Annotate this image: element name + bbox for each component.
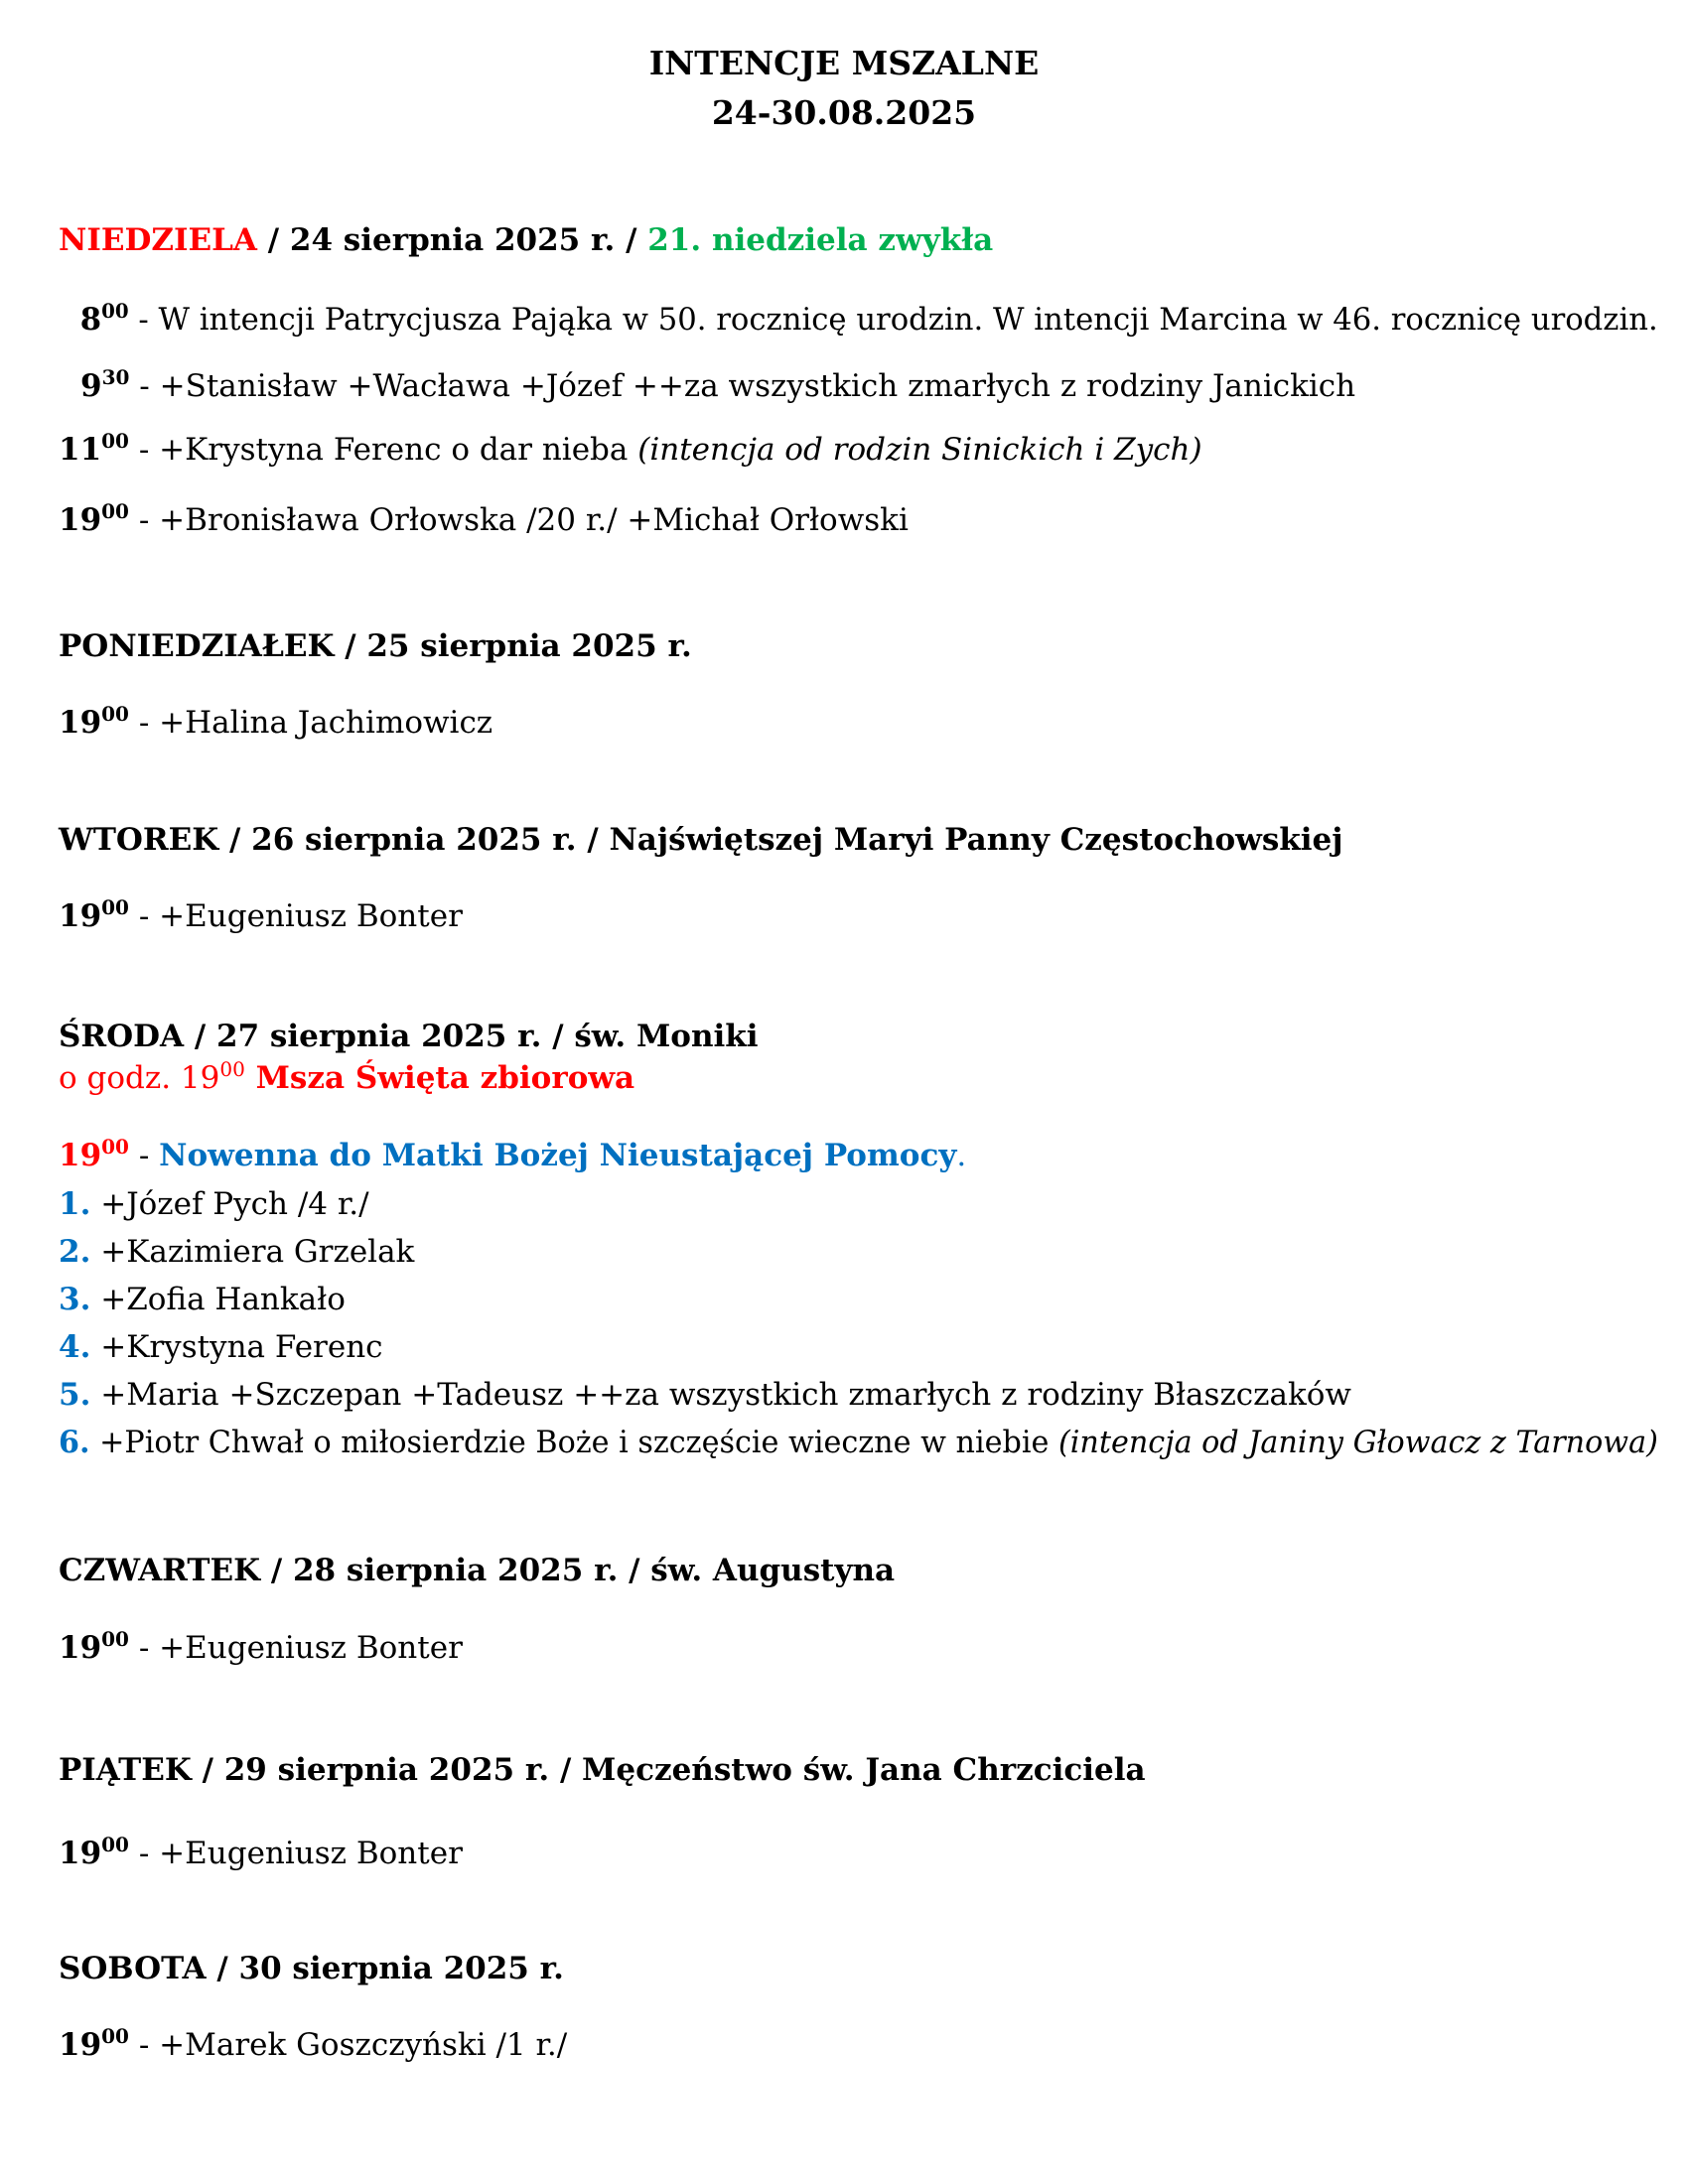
day-heading-friday: PIĄTEK / 29 sierpnia 2025 r. / Męczeństwo św. Jana Chrzciciela [59,1752,1146,1788]
mass-entry: $19^{00}$ - +Eugeniusz Bonter [59,895,463,934]
mass-entry: $19^{00}$ - +Halina Jachimowicz [59,702,493,741]
date-range: 24-30.08.2025 [711,93,977,132]
day-date: / 24 sierpnia 2025 r. / [256,222,648,258]
mass-entry: $19^{00}$ - +Bronisława Orłowska /20 r./ +Michał Orłowski [59,499,909,538]
intention-item: 5. +Maria +Szczepan +Tadeusz ++za wszystkich zmarłych z rodziny Błaszczaków [59,1377,1351,1413]
intention-item: 1. +Józef Pych /4 r./ [59,1186,369,1222]
day-heading-tuesday: WTOREK / 26 sierpnia 2025 r. / Najświętszej Maryi Panny Częstochowskiej [59,822,1343,858]
intention-item: 3. +Zofia Hankało [59,1282,346,1317]
day-heading-thursday: CZWARTEK / 28 sierpnia 2025 r. / św. Augustyna [59,1553,896,1588]
mass-entry: $8^{00}$ - W intencji Patrycjusza Pająka w 50. rocznicę urodzin. W intencji Marcina w 46. rocznicę urodzin. [79,299,1658,338]
day-heading-saturday: SOBOTA / 30 sierpnia 2025 r. [59,1951,564,1986]
intention-item: 4. +Krystyna Ferenc [59,1329,383,1365]
intention-item: 6. +Piotr Chwał o miłosierdzie Boże i szczęście wieczne w niebie (intencja od Janiny Głowacz z Tarnowa) [59,1425,1658,1460]
novena-entry: $19^{00}$ - Nowenna do Matki Bożej Nieustającej Pomocy. [59,1135,967,1173]
day-heading-monday: PONIEDZIAŁEK / 25 sierpnia 2025 r. [59,628,692,664]
day-name: NIEDZIELA [59,222,257,258]
feast-name: 21. niedziela zwykła [647,222,994,258]
page-title: INTENCJE MSZALNE [648,44,1040,82]
mass-entry: $19^{00}$ - +Eugeniusz Bonter [59,1833,463,1871]
mass-entry: $19^{00}$ - +Marek Goszczyński /1 r./ [59,2024,568,2063]
mass-entry: $19^{00}$ - +Eugeniusz Bonter [59,1627,463,1666]
mass-entry: $9^{30}$ - +Stanisław +Wacława +Józef ++za wszystkich zmarłych z rodziny Janickich [80,365,1356,404]
day-heading-sunday [59,220,993,260]
collective-mass-note: o godz. $19^{00}$ Msza Święta zbiorowa [59,1057,635,1096]
mass-entry: $11^{00}$ - +Krystyna Ferenc o dar nieba (intencja od rodzin Sinickich i Zych) [59,429,1202,468]
day-heading-wednesday: ŚRODA / 27 sierpnia 2025 r. / św. Moniki [59,1019,759,1054]
intention-item: 2. +Kazimiera Grzelak [59,1234,415,1270]
